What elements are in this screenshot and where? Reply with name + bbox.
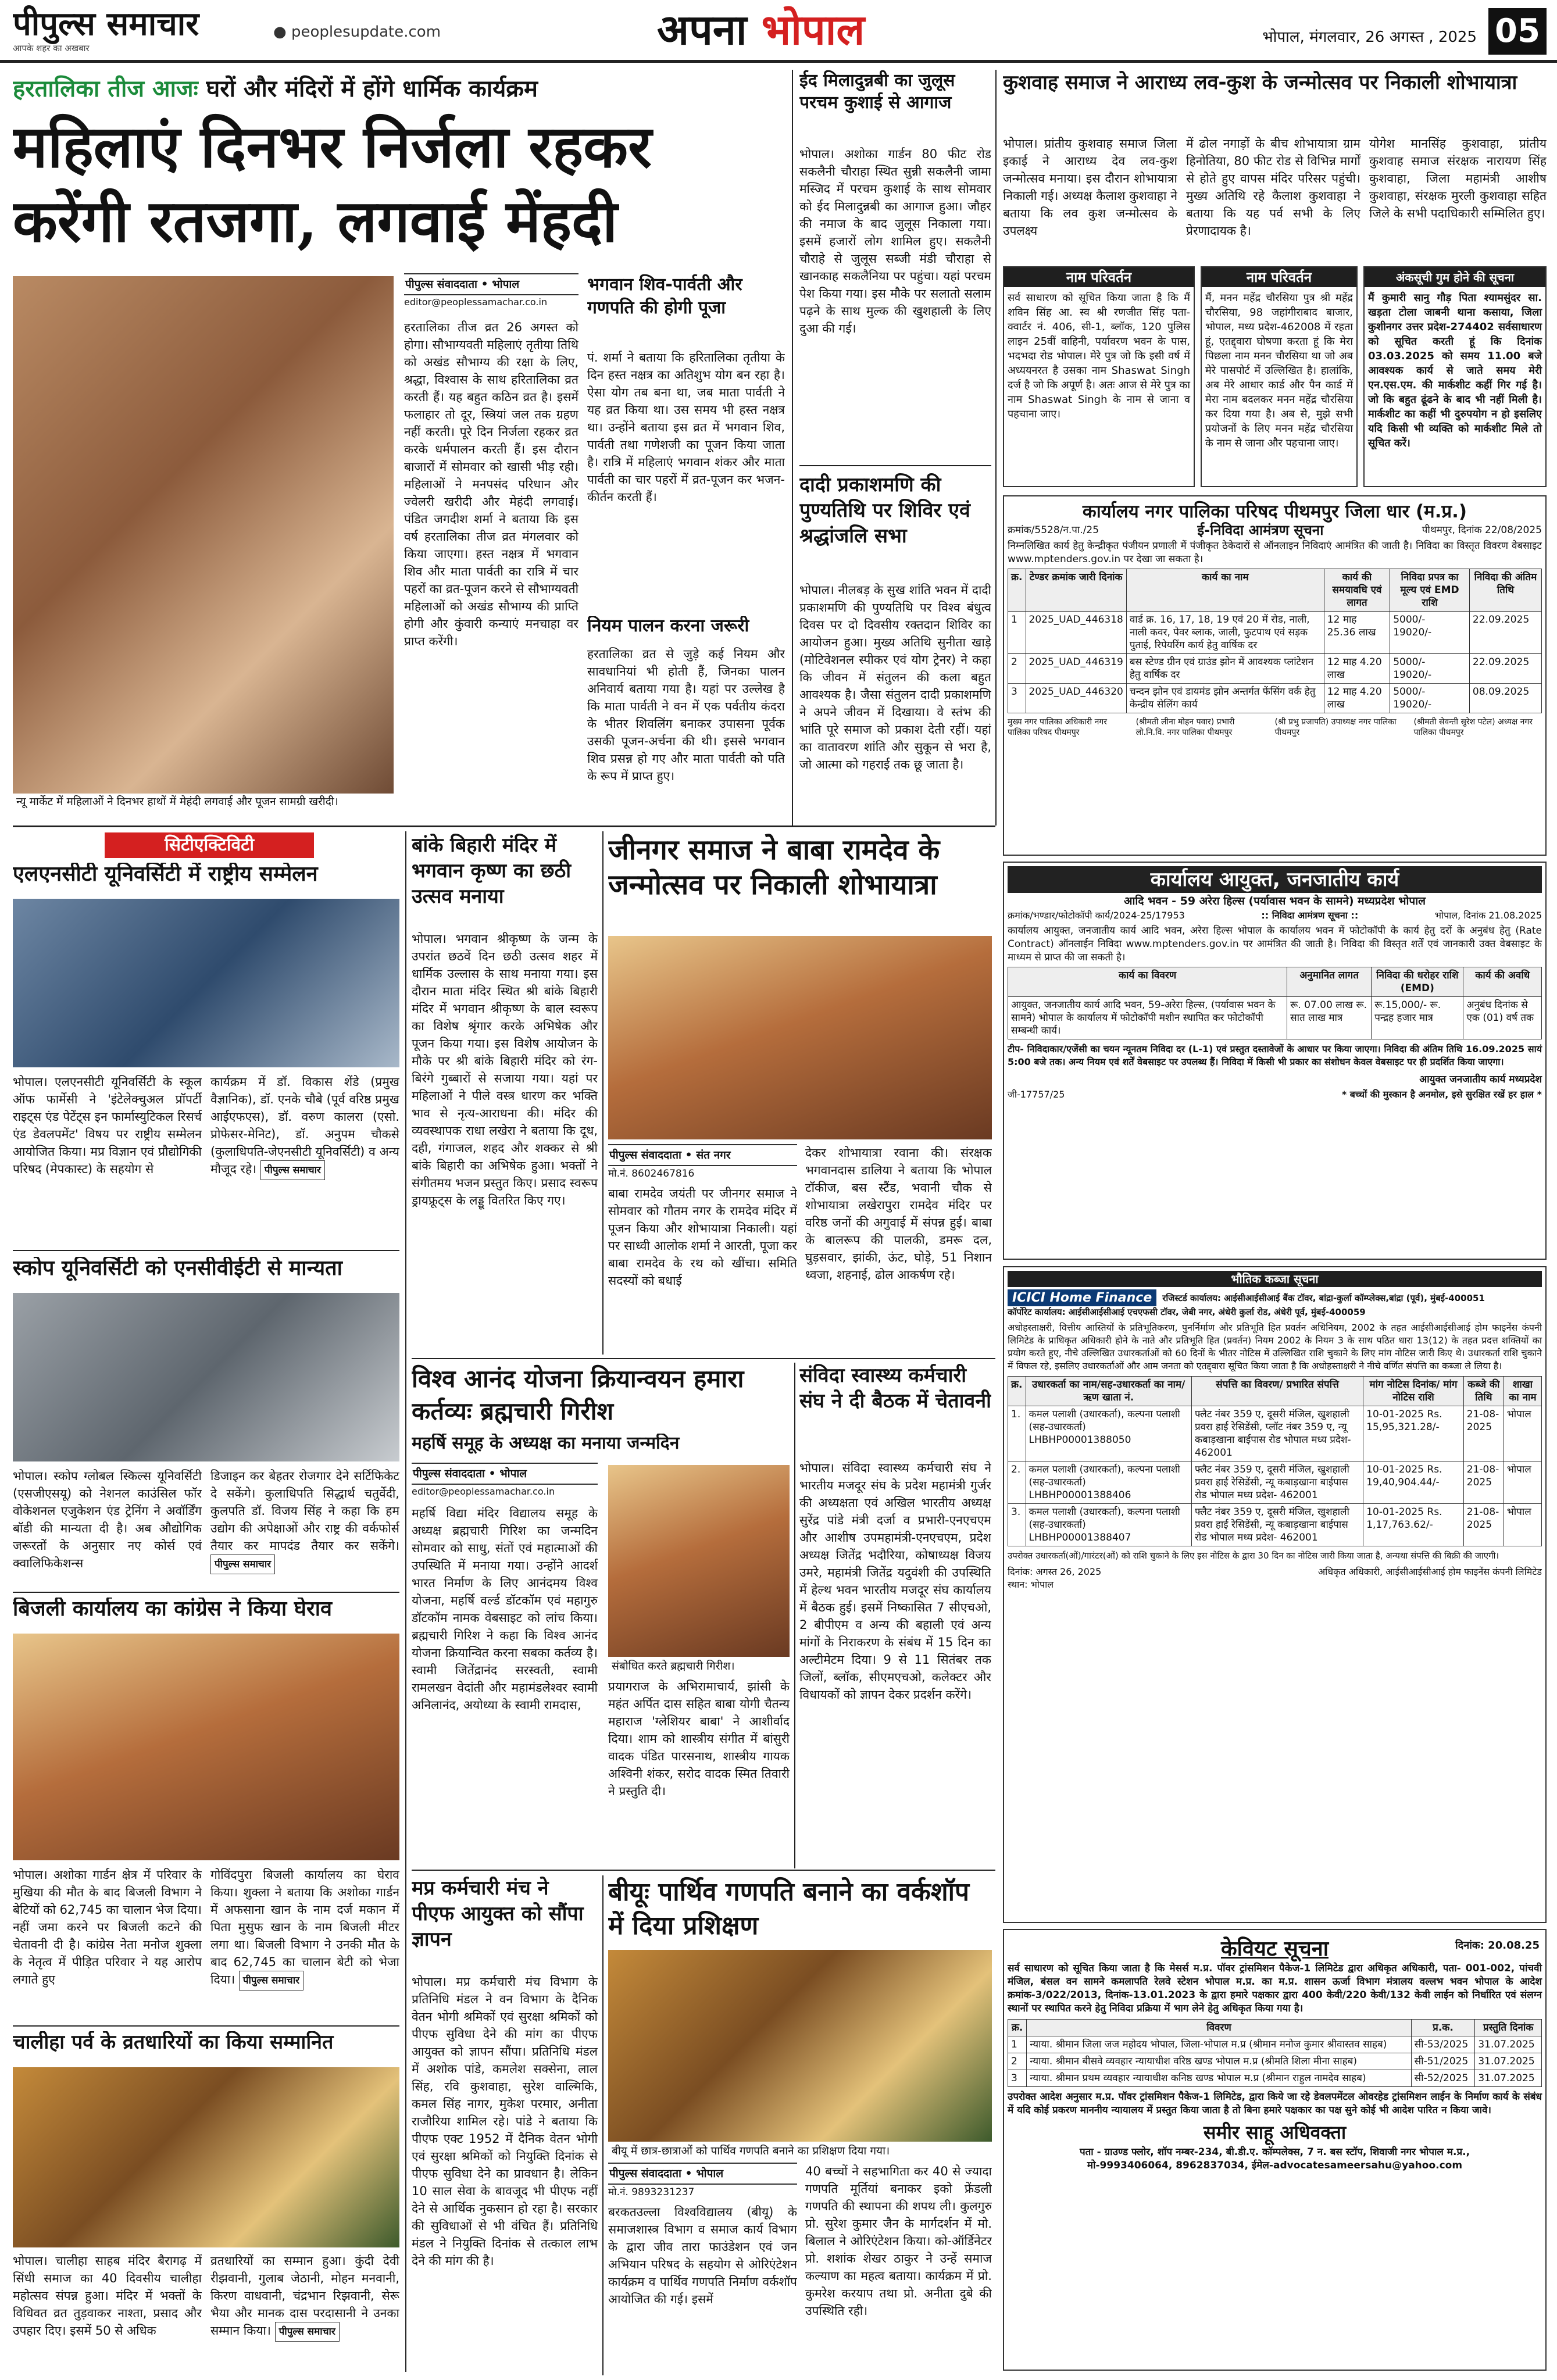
tender1-row (1008, 684, 1542, 713)
tender2-date: भोपाल, दिनांक 21.08.2025 (1434, 910, 1542, 921)
teej-email[interactable]: editor@peoplessamachar.co.in (404, 296, 548, 308)
biu-col2: 40 बच्चों ने सहभागिता कर 40 से ज्यादा गणपति मूर्तियां बनाकर इको फ्रेंडली गणपति की स्थापना की शपथ ली। कुलगुरु प्रो. सुरेश कुमार जैन के मार्गदर्शन में मो. बिलाल ने ओरिएंटेशन किया। को-ऑर्डिनेटर प्रो. शशांक शेखर ठाकुर ने उन्हें समाज कल्याण का महत्व बताया। कार्यक्रम में प्रो. कुमरेश करयाप तथा प्रो. अनीता दुबे की उपस्थिति रही। (805, 2164, 992, 2318)
teej-sub1: भगवान शिव-पार्वती और गणपति की होगी पूजा (587, 274, 742, 318)
caveat-foot: उपरोक्त आदेश अनुसार म.प्र. पॉवर ट्रांसमिशन पैकेज-1 लिमिटेड, द्वारा किये जा रहे डेवलपमेंटल ओवरहेड ट्रांसमिशन लाईन के निर्माण कार्य के संबंध में यदि कोई प्रकरण माननीय न्यायालय में प्रस्तुत किया जाता है तो बिना हमारे पक्षकार का पक्ष सुने कोई भी आदेश पारित न किया जावे। (1008, 2091, 1542, 2116)
jeengar-col1: बाबा रामदेव जयंती पर जीनगर समाज ने सोमवार को गौतम नगर के रामदेव मंदिर में पूजन किया और शोभायात्रा निकाली। यहां पर साध्वी आलोक शर्मा ने आरती, पूजा कर बाबा रामदेव के रथ को खींचा। समिति सदस्यों को बधाई (608, 1187, 797, 1288)
tender2-cell: आयुक्त, जनजातीय कार्य आदि भवन, 59-अरेरा हिल्स, (पर्यावास भवन के सामने) भोपाल के कार्यालय में फोटोकॉपी मशीन स्थापित कर फोटोकॉपी सम्बन्धी कार्य। (1008, 997, 1287, 1039)
icici-header: संपत्ति का विवरण/ प्रभारित संपत्ति (1191, 1377, 1363, 1406)
tender2-cell: रू.15,000/- रू. पन्द्रह हजार मात्र (1372, 997, 1463, 1039)
page-number: 05 (1488, 8, 1547, 55)
teej-headline: महिलाएं दिनभर निर्जला रहकर करेंगी रतजगा, लगवाई मेंहदी (13, 112, 652, 255)
tender2-sub: :: निविदा आमंत्रण सूचना :: (1261, 910, 1359, 921)
chalisa-photo (13, 2067, 399, 2247)
icici-cell: 10-01-2025 Rs. 1,17,763.62/- (1363, 1504, 1464, 1546)
scope-signature: पीपुल्स समाचार (210, 1554, 275, 1574)
caveat-row (1008, 2053, 1542, 2070)
masthead (0, 0, 1557, 63)
caveat-cell: 3 (1008, 2070, 1027, 2087)
paper-name: पीपुल्स समाचार (13, 5, 199, 43)
city-activity-label: सिटीएक्टिविटी (105, 832, 314, 858)
chalisa-signature: पीपुल्स समाचार (275, 2322, 340, 2342)
tender1-cell: 5000/- 19020/- (1390, 654, 1470, 684)
tender1-header: निविदा प्रपत्र का मूल्य एवं EMD राशि (1390, 569, 1470, 612)
icici-brand: ICICI Home Finance (1008, 1289, 1156, 1306)
icici-cell: भोपाल (1504, 1406, 1541, 1461)
icici-cell: 1. (1008, 1406, 1026, 1461)
bijli-headline: बिजली कार्यालय का कांग्रेस ने किया घेराव (13, 1598, 333, 1621)
teej-col1: हरतालिका तीज व्रत 26 अगस्त को होगा। सौभाग्यवती महिलाएं तृतीया तिथि को अखंड सौभाग्य की रक्षा के लिए, श्रद्धा, विश्वास के साथ हरितालिका व्रत करती हैं। यह बहुत कठिन व्रत है। इसमें फलाहार तो दूर, स्त्रियां जल तक ग्रहण नहीं करती। पूरे दिन निर्जला रहकर व्रत करके धर्मपालन करती हैं। इस दौरान बाजारों में सोमवार को खासी भीड़ रही। महिलाओं ने मनपसंद परिधान और ज्वेलरी खरीदी और मेहंदी लगवाई। पंडित जगदीश शर्मा ने बताया कि इस वर्ष हरतालिका तीज व्रत मंगलवार को किया जाएगा। हस्त नक्षत्र में भगवान शिव और माता पार्वती का रात्रि में चार पहरों का व्रत-पूजन करने से सौभाग्यवती महिलाओं को अखंड सौभाग्य की प्राप्ति होगी और कुंवारी कन्याएं मनचाहा वर प्राप्त करेंगी। (404, 320, 578, 648)
samvida-body: भोपाल। संविदा स्वास्थ्य कर्मचारी संघ ने भारतीय मजदूर संघ के प्रदेश महामंत्री गुर्जर की अध्यक्षता एवं अखिल भारतीय अध्यक्ष सुरेंद्र पांडे मंत्री दर्जा व प्रभारी-एनएचएम और आशीष उपमहामंत्री-एनएचएम, प्रदेश अध्यक्ष जितेंद्र भदौरिया, कोषाध्यक्ष विजय उमरे, महामंत्री जितेंद्र यदुवंशी की उपस्थिति में हेल्थ भवन भारतीय मजदूर संघ कार्यालय में बैठक हुई। इसमें निष्कासित 7 सीएचओ, 2 बीपीएम व अन्य की बहाली एवं अन्य मांगों के निराकरण के संबंध में 15 दिन का अल्टीमेटम दिया। 9 से 11 सितंबर तक जिलों, ब्लॉक, सीएमएचओ, कलेक्टर और विधायकों को ज्ञापन देकर प्रदर्शन करेंगे। (799, 1461, 991, 1702)
tender1-cell: 2025_UAD_446319 (1026, 654, 1126, 684)
tender1-cell: 1 (1008, 612, 1026, 654)
vishwa-email[interactable]: editor@peoplessamachar.co.in (412, 1486, 555, 1497)
kushwah-col3: योगेश मानसिंह कुशवाहा, प्रांतीय कुशवाह समाज संरक्षक नारायण सिंह कुशवाहा, जिला महामंत्री आशीष कुशवाहा, संरक्षक मुरली कुशवाहा सहित जिले के सभी पदाधिकारी सम्मिलित हुए। (1369, 137, 1547, 220)
icici-cell: कमल पलाशी (उधारकर्ता), कल्पना पलाशी (सह-उधारकर्ता) LHBHP00001388050 (1026, 1406, 1191, 1461)
caveat-row (1008, 2036, 1542, 2053)
biu-headline: बीयूः पार्थिव गणपति बनाने का वर्कशॉप में दिया प्रशिक्षण (608, 1877, 970, 1941)
paper-tagline: आपके शहर का अखबार (13, 43, 90, 53)
jeengar-photo (608, 936, 992, 1139)
tender1-header: निविदा की अंतिम तिथि (1469, 569, 1541, 612)
tender2-footer: जी-17757/25 (1008, 1089, 1065, 1100)
tender-pithampur (1003, 495, 1547, 856)
teej-sub2: नियम पालन करना जरूरी (587, 616, 749, 636)
icici-header: कब्जे की तिथि (1463, 1377, 1504, 1406)
tender1-table (1008, 569, 1542, 713)
paper-logo (13, 5, 245, 56)
caveat-adv-contact[interactable]: मो-9993406064, 8962837034, ईमेल-advocatesameersahu@yahoo.com (1087, 2160, 1463, 2171)
icici-header: शाखा का नाम (1504, 1377, 1541, 1406)
jeengar-byline: पीपुल्स संवाददाता • संत नगर मो.नं. 8602467816 (608, 1144, 797, 1182)
name-change-title-1: नाम परिवर्तन (1004, 267, 1194, 287)
tender1-header: क्र. (1008, 569, 1026, 612)
biu-phone: मो.नं. 9893231237 (608, 2186, 695, 2198)
tender2-title: कार्यालय आयुक्त, जनजातीय कार्य (1008, 866, 1542, 893)
tender1-ref: क्रमांक/5528/न.पा./25 (1008, 524, 1099, 536)
dadi-headline: दादी प्रकाशमणि की पुण्यतिथि पर शिविर एवं श्रद्धांजलि सभा (799, 473, 970, 548)
tender2-slogan: * बच्चों की मुस्कान है अनमोल, इसे सुरक्षित रखें हर हाल * (1341, 1089, 1542, 1100)
tender2-address: आदि भवन - 59 अरेरा हिल्स (पर्यावास भवन के सामने) मध्यप्रदेश भोपाल (1124, 895, 1426, 907)
kushwah-headline: कुशवाह समाज ने आराध्य लव-कुश के जन्मोत्सव पर निकाली शोभायात्रा (1003, 71, 1517, 94)
icici-address2: कॉर्पोरेट कार्यालय: आईसीआईसीआई एचएफसी टॉवर, जेबी नगर, अंधेरी कुर्ला रोड, अंधेरी पूर्व, मुंबई-400059 (1008, 1307, 1366, 1317)
tender1-cell: 3 (1008, 684, 1026, 713)
tender1-cell: 2025_UAD_446320 (1026, 684, 1126, 713)
lnct-photo (13, 899, 399, 1067)
dateline: भोपाल, मंगलवार, 26 अगस्त , 2025 (1262, 28, 1477, 46)
icici-header: मांग नोटिस दिनांक/ मांग नोटिस राशि (1363, 1377, 1464, 1406)
name-change-title-2: नाम परिवर्तन (1202, 267, 1356, 287)
biu-photo (608, 1950, 992, 2142)
chalisa-col1: भोपाल। चालीहा साहब मंदिर बैरागढ़ में सिंधी समाज का 40 दिवसीय चालीहा महोत्सव संपन्न हुआ। मंदिर में भक्तों के विधिवत व्रत तुड़वाकर नाश्ता, प्रसाद और उपहार दिए। इसमें 50 से अधिक (13, 2254, 202, 2338)
caveat-date: दिनांक: 20.08.25 (1455, 1939, 1540, 1952)
tender1-cell: 12 माह 4.20 लाख (1324, 684, 1390, 713)
icici-cell: भोपाल (1504, 1461, 1541, 1504)
missing-notice-body: मैं कुमारी सानु गौड़ पिता श्यामसुंदर सा. खड़ता टोला जाबनी थाना कसाया, जिला कुशीनगर उत्तर प्रदेश-274402 सर्वसाधारण को सूचित करती हूं कि दिनांक 03.03.2025 को समय 11.00 बजे आवश्यक कार्य से जाते समय मेरी एन.एस.एम. की मार्कशीट कहीं गिर गई है। जो कि बहुत ढूंढने के बाद भी नहीं मिली है। मार्कशीट का कहीं भी दुरुपयोग न हो इसलिए यदि किसी भी व्यक्ति को मार्कशीट मिले तो सूचित करें। (1368, 292, 1542, 449)
icici-cell: फ्लैट नंबर 359 ए, दूसरी मंजिल, खुशहाली प्रवरा हाई रेसिडेंसी, प्लॉट नंबर 359 ए, न्यू कबाड़खाना बाईपास रोड भोपाल मध्य प्रदेश- 462001 (1191, 1406, 1363, 1461)
icici-row (1008, 1461, 1542, 1504)
teej-caption: न्यू मार्केट में महिलाओं ने दिनभर हाथों में मेहंदी लगवाई और पूजन सामग्री खरीदी। (13, 794, 394, 821)
icici-cell: 21-08-2025 (1463, 1504, 1504, 1546)
biu-caption: बीयू में छात्र-छात्राओं को पार्थिव गणपति बनाने का प्रशिक्षण दिया गया। (608, 2143, 992, 2159)
tender1-cell: 5000/- 19020/- (1390, 684, 1470, 713)
caveat-header: प्र.क. (1411, 2020, 1475, 2036)
tender1-date: पीथमपुर, दिनांक 22/08/2025 (1422, 524, 1542, 536)
icici-cell: फ्लैट नंबर 359 ए, दूसरी मंजिल, खुशहाली प्रवरा हाई रेसिडेंसी, न्यू कबाड़खाना बाईपास रोड भोपाल मध्य प्रदेश- 462001 (1191, 1504, 1363, 1546)
biu-byline: पीपुल्स संवाददाता • भोपाल मो.नं. 9893231237 (608, 2163, 797, 2201)
vishwa-caption: संबोधित करते ब्रह्मचारी गिरीश। (608, 1658, 790, 1674)
icici-cell: कमल पलाशी (उधारकर्ता), कल्पना पलाशी (सह-उधारकर्ता) LHBHP00001388407 (1026, 1504, 1191, 1546)
tender1-cell: 2025_UAD_446318 (1026, 612, 1126, 654)
tender1-sig4: (श्रीमती सेवन्ती सुरेश पटेल) अध्यक्ष नगर पालिका पीथमपुर (1413, 717, 1533, 737)
section-title-b: भोपाल (761, 5, 865, 54)
tender1-cell: 12 माह 25.36 लाख (1324, 612, 1390, 654)
scope-photo (13, 1293, 399, 1461)
biu-col1: बरकतउल्ला विश्वविद्यालय (बीयू) के समाजशास्त्र विभाग व समाज कार्य विभाग के द्वारा जीव तारा फाउंडेशन एवं जन अभियान परिषद के सहयोग से ओरिएंटेशन कार्यक्रम व पार्थिव गणपति निर्माण वर्कशॉप आयोजित की गई। इसमें (608, 2205, 797, 2306)
tender2-header: कार्य की अवधि (1463, 967, 1542, 997)
tender1-cell: 22.09.2025 (1469, 654, 1541, 684)
scope-col2: डिजाइन कर बेहतर रोजगार देने सर्टिफिकेट दे सकेंगे। कुलाधिपति सिद्धार्थ चतुर्वेदी, कुलपति डॉ. विजय सिंह ने कहा कि हम उद्योग की अपेक्षाओं और राष्ट्र की वर्कफोर्स तैयार कर मापदंड तैयार कर सकेंगे। पीपुल्स समाचार (210, 1467, 399, 1589)
caveat-title: केवियट सूचना (1220, 1937, 1329, 1961)
caveat-adv-address: पता - ग्राउण्ड फ्लोर, शॉप नम्बर-234, बी.डी.ए. कॉम्पलेक्स, 7 न. बस स्टॉप, शिवाजी नगर भोपाल म.प्र., (1079, 2146, 1470, 2158)
tender1-row (1008, 612, 1542, 654)
vishwa-headline: विश्व आनंद योजना क्रियान्वयन हमारा कर्तव्यः ब्रह्मचारी गिरीश (412, 1364, 744, 1425)
tender1-cell: चन्दन झोन एवं डायमंड झोन अन्तर्गत फेंसिंग वर्क हेतु केन्द्रीय सेलिंग कार्य (1126, 684, 1324, 713)
tender2-table (1008, 967, 1542, 1039)
mpkarmachari-body: भोपाल। मप्र कर्मचारी मंच विभाग के प्रतिनिधि मंडल ने वन विभाग के दैनिक वेतन भोगी श्रमिकों एवं सुरक्षा श्रमिकों को पीएफ सुविधा देने की मांग का पीएफ आयुक्त को ज्ञापन सौंपा। प्रतिनिधि मंडल में अशोक पांडे, कमलेश सक्सेना, लाल सिंह, रवि कुशवाहा, सुरेश वाल्मिकि, कमल सिंह नागर, मुकेश परमार, अनीता राजौरिया शामिल रहे। पांडे ने बताया कि पीएफ एक्ट 1952 में दैनिक वेतन भोगी एवं सुरक्षा श्रमिकों को नियुक्ति दिनांक से पीएफ सुविधा देने का प्रावधान है। लेकिन 10 साल सेवा के बावजूद भी पीएफ नहीं देने से आर्थिक नुकसान हो रहा है। सरकार की सुविधाओं से भी वंचित हैं। प्रतिनिधि मंडल ने नियुक्ति दिनांक से तत्काल लाभ देने की मांग की है। (412, 1975, 598, 2268)
bijli-col1: भोपाल। अशोका गार्डन क्षेत्र में परिवार के मुखिया की मौत के बाद बिजली विभाग ने बेटियों को 62,745 का चालान भेज दिया। नहीं जमा करने पर बिजली कटने की चेतावनी दी है। कांग्रेस नेता मनोज शुक्ला के नेतृत्व में पीड़ित परिवार ने यह आरोप लगाते हुए (13, 1868, 202, 1986)
tender2-sign: आयुक्त जनजातीय कार्य मध्यप्रदेश (1419, 1074, 1542, 1085)
caveat-table (1008, 2019, 1542, 2087)
icici-table (1008, 1376, 1542, 1546)
tender1-cell: 2 (1008, 654, 1026, 684)
icici-row (1008, 1504, 1542, 1546)
icici-possession-notice (1003, 1266, 1547, 1923)
name-change-box-1 (1003, 266, 1195, 487)
icici-cell: 3. (1008, 1504, 1026, 1546)
banke-headline: बांके बिहारी मंदिर में भगवान कृष्ण का छठी उत्सव मनाया (412, 834, 572, 908)
tender1-intro: निम्नलिखित कार्य हेतु केन्द्रीकृत पंजीयन प्रणाली में पंजीकृत ठेकेदारों से ऑनलाइन निविदाएं आमंत्रित की जाती है। निविदा का विस्तृत विवरण वेबसाइट www.mptenders.gov.in पर देखा जा सकता है। (1008, 540, 1542, 565)
tender1-cell: वार्ड क्र. 16, 17, 18, 19 एवं 20 में रोड, नाली, नाली कवर, पेवर ब्लाक, जाली, फुटपाथ एवं सड़क पुताई, रिपेयरिंग कार्य हेतु वार्षिक दर (1126, 612, 1324, 654)
tender1-cell: 22.09.2025 (1469, 612, 1541, 654)
tender1-cell: 12 माह 4.20 लाख (1324, 654, 1390, 684)
tender2-notes: टीप- निविदाकार/एजेंसी का चयन न्यूनतम निविदा दर (L-1) एवं प्रस्तुत दस्तावेजों के आधार पर किया जाएगा। निविदा की अंतिम तिथि 16.09.2025 सायं 5:00 बजे तक। अन्य नियम एवं शर्तें वेबसाइट पर उपलब्ध हैं। निविदा में किसी भी प्रकार का संशोधन केवल वेबसाइट पर ही प्रदर्शित किया जाएगा। (1008, 1044, 1542, 1067)
scope-col1: भोपाल। स्कोप ग्लोबल स्किल्स यूनिवर्सिटी (एसजीएसयू) को नेशनल काउंसिल फॉर वोकेशनल एजुकेशन एंड ट्रेनिंग ने अवॉर्डिंग बॉडी की मान्यता दी है। अब औद्योगिक जरूरतों के अनुसार नए कोर्स एवं क्वालिफिकेशन्स (13, 1469, 202, 1570)
tender1-cell: 5000/- 19020/- (1390, 612, 1470, 654)
tender2-intro: कार्यालय आयुक्त, जनजातीय कार्य आदि भवन, अरेरा हिल्स भोपाल के कार्यालय भवन में फोटोकॉपी के कार्य हेतु दरों के अनुबंध हेतु (Rate Contract) ऑनलाईन निविदा www.mptenders.gov.in पर आमंत्रित की जाती है। निविदा की विस्तृत शर्तें एवं जानकारी उक्त वेबसाइट के माध्यम से प्राप्त की जा सकती है। (1008, 925, 1542, 963)
lnct-col2: कार्यक्रम में डॉ. विकास शेंडे (प्रमुख वैज्ञानिक), डॉ. एनके चौबे (पूर्व वरिष्ठ प्रमुख आईएफएस), डॉ. वरुण कालरा (एसो. प्रोफेसर-मेनिट), डॉ. अनुपम चौकसे (कुलाधिपति-जेएनसीटी यूनिवर्सिटी) व अन्य मौजूद रहे। पीपुल्स समाचार (210, 1073, 399, 1248)
eid-body: भोपाल। अशोका गार्डन 80 फीट रोड सकलैनी चौराहा स्थित सुन्नी सकलैनी जामा मस्जिद में परचम कुशाई के साथ सोमवार को ईद मिलादुन्नबी का आगाज हुआ। जौहर की नमाज के बाद जुलूस निकाला गया। इसमें हजारों लोग शामिल हुए। सकलैनी चौराहे से जुलूस सब्जी मंडी चौराहा से खानकाह सकलैनिया पर पहुंचा। यहां परचम पेश किया गया। इस मौके पर सलातो सलाम पढ़ने के साथ मुल्क की खुशहाली के लिए दुआ की गई। (799, 147, 991, 335)
name-change-body-1: सर्व साधारण को सूचित किया जाता है कि मैं शविन सिंह आ. स्व श्री रणजीत सिंह पता- क्वार्टर नं. 406, सी-1, ब्लॉक, 120 पुलिस लाइन 25वीं वाहिनी, पर्यावरण भवन के पास, भदभदा रोड भोपाल। मेरे पुत्र जो कि इसी वर्ष में अध्ययनरत है उसका नाम Shaswat Singh दर्ज है जो कि अपूर्ण है। अतः आज से मेरे पुत्र का नाम Shaswat Singh के नाम से जाना व पहचाना जाए। (1008, 292, 1190, 420)
tender2-cell: अनुबंध दिनांक से एक (01) वर्ष तक (1463, 997, 1542, 1039)
caveat-header: क्र. (1008, 2020, 1027, 2036)
vishwa-body2: प्रयागराज के अभिरामाचार्य, झांसी के महंत अर्पित दास सहित बाबा योगी चैतन्य महाराज 'ग्लेशियर बाबा' ने आशीर्वाद दिया। शाम को शास्त्रीय संगीत में बांसुरी वादक पंडित पारसनाथ, शास्त्रीय गायक अश्विनी शंकर, सरोद वादक स्मित तिवारी ने प्रस्तुति दी। (608, 1679, 790, 1798)
bijli-col2: गोविंदपुरा बिजली कार्यालय का घेराव किया। शुक्ला ने बताया कि अशोका गार्डन में अफसाना खान के नाम दर्ज मकान में पिता मुसुफ खान के नाम बिजली मीटर लगा था। बिजली विभाग ने उनकी मौत के बाद 62,745 का चालान बेटी को भेजा दिया। पीपुल्स समाचार (210, 1866, 399, 2023)
caveat-cell: न्याया. श्रीमान बीसवे व्यवहार न्यायाधीश वरिष्ठ खण्ड भोपाल म.प्र (श्रीमति शिला मीना साहब) (1027, 2053, 1411, 2070)
bijli-signature: पीपुल्स समाचार (239, 1971, 303, 1991)
caveat-cell: सी-52/2025 (1411, 2070, 1475, 2087)
missing-notice-title: अंकसूची गुम होने की सूचना (1365, 267, 1545, 287)
icici-cell: कमल पलाशी (उधारकर्ता), कल्पना पलाशी (सह-उधारकर्ता) LHBHP00001388406 (1026, 1461, 1191, 1504)
kushwah-col2: में ढोल नगाड़ों के बीच शोभायात्रा ग्राम हिनोतिया, 80 फीट रोड से विभिन्न मार्गों से होते हुए वापस मंदिर परिसर पहुंची। मुख्य अतिथि रहे कैलाश कुशवाहा ने बताया कि यह पर्व सभी के लिए प्रेरणादायक है। (1186, 137, 1360, 238)
tender1-header: टेण्डर क्रमांक जारी दिनांक (1026, 569, 1126, 612)
eid-headline: ईद मिलादुन्नबी का जुलूस परचम कुशाई से आगाज (799, 70, 955, 113)
tender1-sig1: मुख्य नगर पालिका अधिकारी नगर पालिका परिषद पीथमपुर (1008, 717, 1107, 737)
caveat-notice (1003, 1929, 1547, 2371)
tender2-ref: क्रमांक/भण्डार/फोटोकॉपी कार्य/2024-25/17953 (1008, 910, 1185, 921)
icici-place: स्थान: भोपाल (1008, 1579, 1054, 1590)
caveat-cell: 31.07.2025 (1475, 2053, 1542, 2070)
caveat-advocate: समीर साहू अधिवक्ता (1203, 2121, 1347, 2143)
caveat-cell: 2 (1008, 2053, 1027, 2070)
caveat-cell: सी-53/2025 (1411, 2036, 1475, 2053)
vishwa-byline: पीपुल्स संवाददाता • भोपाल editor@peoplessamachar.co.in (412, 1463, 598, 1501)
tender2-cell: रू. 07.00 लाख रू. सात लाख मात्र (1287, 997, 1372, 1039)
icici-header: उधारकर्ता का नाम/सह-उधारकर्ता का नाम/ऋण खाता नं. (1026, 1377, 1191, 1406)
tender2-header: कार्य का विवरण (1008, 967, 1287, 997)
tender2-row (1008, 997, 1542, 1039)
kushwah-col1: भोपाल। प्रांतीय कुशवाह समाज जिला इकाई ने आराध्य देव लव-कुश जन्मोत्सव मनाया। इस दौरान शोभायात्रा निकाली गई। अध्यक्ष कैलाश कुशवाहा ने बताया कि लव कुश जन्मोत्सव के उपलक्ष्य (1003, 137, 1177, 238)
mpkarmachari-headline: मप्र कर्मचारी मंच ने पीएफ आयुक्त को सौंपा ज्ञापन (412, 1877, 584, 1951)
section-title (657, 3, 959, 56)
icici-cell: भोपाल (1504, 1504, 1541, 1546)
tender2-header: अनुमानित लागत (1287, 967, 1372, 997)
teej-col3: हरतालिका व्रत से जुड़े कई नियम और सावधानियां भी होती हैं, जिनका पालन अनिवार्य बताया गया है। यहां पर उल्लेख है कि माता पार्वती ने वन में एक पर्वतीय कंदरा के भीतर शिवलिंग बनाकर उपासना पूर्वक उसकी पूजन-अर्चना की थी। इससे भगवान शिव प्रसन्न हो गए और माता पार्वती को पति के रूप में प्राप्त हुए। (587, 647, 785, 783)
tender1-row (1008, 654, 1542, 684)
teej-photo (13, 276, 394, 794)
caveat-cell: 1 (1008, 2036, 1027, 2053)
icici-title: भौतिक कब्जा सूचना (1008, 1271, 1542, 1287)
jeengar-headline: जीनगर समाज ने बाबा रामदेव के जन्मोत्सव पर निकाली शोभायात्रा (608, 834, 940, 901)
caveat-cell: 31.07.2025 (1475, 2070, 1542, 2087)
teej-byline: पीपुल्स संवाददाता • भोपाल editor@peoplessamachar.co.in (404, 273, 578, 314)
tender1-cell: 08.09.2025 (1469, 684, 1541, 713)
lnct-signature: पीपुल्स समाचार (260, 1160, 325, 1180)
chalisa-headline: चालीहा पर्व के व्रतधारियों का किया सम्मानित (13, 2031, 334, 2054)
caveat-body: सर्व साधारण को सूचित किया जाता है कि मेसर्स म.प्र. पॉवर ट्रांसमिशन पैकेज-1 लिमिटेड द्वारा अधिकृत अधिकारी, पता- 001-002, पांचवी मंजिल, बंसल वन सामने कमलापति रेलवे स्टेशन भोपाल म.प्र. का म.प्र. शासन ऊर्जा विभाग मंत्रालय वल्लभ भवन भोपाल के आदेश क्रमांक-3/022/2013, दिनांक-13.01.2023 के द्वारा हमारे पक्षकार द्वारा 400 केवी/220 केवी/132 केवी लाईन को निर्धारित एवं संलग्न स्थानों पर स्थापित करने हेतु निविदा प्रक्रिया में भाग लेने हेतु अधिकृत किया गया है। (1008, 1963, 1542, 2014)
caveat-header: प्रस्तुति दिनांक (1475, 2020, 1542, 2036)
icici-sign: अधिकृत अधिकारी, आईसीआईसीआई होम फाइनेंस कंपनी लिमिटेड (1317, 1566, 1542, 1577)
tender-tribal (1003, 862, 1547, 1260)
tender1-title: कार्यालय नगर पालिका परिषद पीथमपुर जिला धार (म.प्र.) (1082, 501, 1467, 522)
banke-body: भोपाल। भगवान श्रीकृष्ण के जन्म के उपरांत छठवें दिन छठी उत्सव शहर में धार्मिक उल्लास के साथ मनाया गया। इस दौरान माता मंदिर स्थित श्री बांके बिहारी मंदिर में भगवान श्रीकृष्ण के बाल स्वरूप का विशेष श्रृंगार करके अभिषेक और पूजन किया गया। इस विशेष आयोजन के मौके पर श्री बांके बिहारी मंदिर को रंग-बिरंगे गुब्बारों से सजाया गया। यहां पर महिलाओं ने पीले वस्त्र धारण कर भक्ति भाव से नृत्य-आराधना की। मंदिर की व्यवस्थापक राधा लखेरा ने बताया कि दूध, दही, गंगाजल, शहद और शक्कर से श्री बांके बिहारी का अभिषेक हुआ। भक्तों ने संगीतमय भजन प्रस्तुत किए। प्रसाद स्वरूप ड्रायफ्रूट्स के लड्डू वितरित किए गए। (412, 932, 598, 1207)
icici-cell: 10-01-2025 Rs. 19,40,904.44/- (1363, 1461, 1464, 1504)
vishwa-body: महर्षि विद्या मंदिर विद्यालय समूह के अध्यक्ष ब्रह्मचारी गिरिश का जन्मदिन सोमवार को साधु, संतों एवं महात्माओं की उपस्थिति में मनाया गया। उन्होंने आदर्श भारत निर्माण के लिए आनंदमय विश्व योजना, महर्षि वर्ल्ड डॉटकॉम एवं महागुरु डॉटकॉम नामक वेबसाइट को लांच किया। ब्रह्मचारी गिरिश ने कहा कि विश्व आनंद योजना क्रियान्वित करना सबका कर्तव्य है। स्वामी जितेंद्रानंद सरस्वती, स्वामी रामलखन वेदांती और महामंडलेश्वर स्वामी अनिलानंद, अयोध्या के स्वामी रामदास, (412, 1506, 598, 1712)
icici-header: क्र. (1008, 1377, 1026, 1406)
icici-address: रजिस्टर्ड कार्यालय: आईसीआईसीआई बैंक टॉवर, बांद्रा-कुर्ला कॉम्प्लेक्स,बांद्रा (पूर्व), मुंबई-400051 (1162, 1292, 1485, 1303)
icici-cell: 21-08-2025 (1463, 1406, 1504, 1461)
globe-icon: ● (273, 23, 291, 41)
icici-cell: फ्लैट नंबर 359 ए, दूसरी मंजिल, खुशहाली प्रवरा हाई रेसिडेंसी, न्यू कबाड़खाना बाईपास रोड भोपाल मध्य प्रदेश- 462001 (1191, 1461, 1363, 1504)
caveat-cell: सी-51/2025 (1411, 2053, 1475, 2070)
bijli-photo (13, 1634, 399, 1860)
samvida-headline: संविदा स्वास्थ्य कर्मचारी संघ ने दी बैठक में चेतावनी (799, 1364, 991, 1413)
tender2-header: निविदा की धरोहर राशि (EMD) (1372, 967, 1463, 997)
icici-date: दिनांक: अगस्त 26, 2025 (1008, 1566, 1102, 1577)
icici-cell: 2. (1008, 1461, 1026, 1504)
dadi-body: भोपाल। नीलबड़ के सुख शांति भवन में दादी प्रकाशमणि की पुण्यतिथि पर विश्व बंधुत्व दिवस पर दो दिवसीय रक्तदान शिविर का आयोजन हुआ। मुख्य अतिथि सुनीता खाड़े (मोटिवेशनल स्पीकर एवं योग ट्रेनर) ने कहा कि जीवन में संतुलन की कला बहुत आवश्यक है। जैसा संतुलन दादी प्रकाशमणि ने अपने जीवन में दिखाया। वे स्तंभ की भांति पूरे समाज को प्रकाश देती रहीं। यहां का वातावरण शांति और सुकून से भरा है, जो आत्मा को गहराई तक छू जाता है। (799, 583, 991, 771)
icici-cell: 21-08-2025 (1463, 1461, 1504, 1504)
caveat-cell: न्याया. श्रीमान प्रथम व्यवहार न्यायाधीश कनिष्ठ खण्ड भोपाल म.प्र (श्रीमान राहुल नामदेव साहब) (1027, 2070, 1411, 2087)
tender1-sub: ई-निविदा आमंत्रण सूचना (1197, 522, 1324, 538)
section-title-a: अपना (657, 5, 747, 54)
icici-foot: उपरोक्त उधारकर्ता(ओं)/गारंटर(ओं) को राशि चुकाने के लिए इस नोटिस के द्वारा 30 दिन का नोटिस जारी किया जाता है, अन्यथा संपत्ति की बिक्री की जाएगी। (1008, 1550, 1499, 1561)
teej-col2: पं. शर्मा ने बताया कि हरितालिका तृतीया के दिन हस्त नक्षत्र का अतिशुभ योग बन रहा है। ऐसा योग तब बना था, जब माता पार्वती ने यह व्रत किया था। उस समय भी हस्त नक्षत्र था। उन्होंने बताया इस व्रत में भगवान शिव, पार्वती तथा गणेशजी का पूजन किया जाता है। रात्रि में महिलाएं भगवान शंकर और माता पार्वती का चार पहरों में व्रत-पूजन कर भजन-कीर्तन करती हैं। (587, 351, 785, 504)
vishwa-sub: महर्षि समूह के अध्यक्ष का मनाया जन्मदिन (412, 1434, 680, 1453)
lnct-col1: भोपाल। एलएनसीटी यूनिवर्सिटी के स्कूल ऑफ फार्मेसी ने 'इंटेलेक्चुअल प्रॉपर्टी राइट्स एंड पेटेंट्स इन फार्मास्युटिकल रिसर्च एंड डेवलपमेंट' विषय पर राष्ट्रीय सम्मेलन आयोजित किया। मप्र विज्ञान एवं प्रौद्योगिकी परिषद (मेपकास्ट) के सहयोग से (13, 1075, 202, 1176)
tender1-sig3: (श्री प्रभु प्रजापति) उपाध्यक्ष नगर पालिका पीथमपुर (1274, 717, 1397, 737)
missing-notice-box (1363, 266, 1547, 487)
tender1-header: कार्य का नाम (1126, 569, 1324, 612)
lnct-headline: एलएनसीटी यूनिवर्सिटी में राष्ट्रीय सम्मेलन (13, 863, 318, 886)
website[interactable]: ● peoplesupdate.com (273, 23, 441, 41)
caveat-cell: 31.07.2025 (1475, 2036, 1542, 2053)
scope-headline: स्कोप यूनिवर्सिटी को एनसीवीईटी से मान्यता (13, 1257, 342, 1280)
jeengar-phone: मो.नं. 8602467816 (608, 1168, 695, 1180)
caveat-header: विवरण (1027, 2020, 1411, 2036)
teej-kicker: हरतालिका तीज आजः घरों और मंदिरों में होंगे धार्मिक कार्यक्रम (13, 76, 538, 102)
tender1-cell: बस स्टेण्ड ग्रीन एवं ग्राउंड झोन में आवश्यक प्लांटेशन हेतु वार्षिक दर (1126, 654, 1324, 684)
icici-row (1008, 1406, 1542, 1461)
name-change-box-2 (1201, 266, 1358, 487)
icici-body: अधोहस्ताक्षरी, वित्तीय आस्तियों के प्रतिभूतिकरण, पुनर्निर्माण और प्रतिभूति हित प्रवर्तन अधिनियम, 2002 के तहत आईसीआईसीआई होम फाइनेंस कंपनी लिमिटेड के प्राधिकृत अधिकारी होने के नाते और प्रतिभूति हित (प्रवर्तन) नियम 2002 के नियम 3 के साथ पठित धारा 13(12) के तहत प्रदत्त शक्तियों का प्रयोग करते हुए, नीचे उल्लिखित उधारकर्ताओं को 60 दिनों के भीतर नोटिस में उल्लिखित राशि चुकाने के लिए मांग नोटिस जारी किए थे। उधारकर्ता राशि चुकाने में विफल रहे, इसलिए उधारकर्ताओं और आम जनता को एतद्द्वारा सूचित किया जाता है कि अधोहस्ताक्षरी ने नीचे वर्णित संपत्ति का कब्जा ले लिया है। (1008, 1322, 1542, 1371)
icici-cell: 10-01-2025 Rs. 15,95,321.28/- (1363, 1406, 1464, 1461)
tender1-header: कार्य की समयावधि एवं लागत (1324, 569, 1390, 612)
vishwa-photo (608, 1465, 790, 1657)
caveat-row (1008, 2070, 1542, 2087)
caveat-cell: न्याया. श्रीमान जिला जज महोदय भोपाल, जिला-भोपाल म.प्र (श्रीमान मनोज कुमार श्रीवास्तव साहब) (1027, 2036, 1411, 2053)
name-change-body-2: मैं, मनन महेंद्र चौरसिया पुत्र श्री महेंद्र चौरसिया, 98 जहांगीराबाद बाजार, भोपाल, मध्य प्रदेश-462008 में रहता हूं, एतद्द्वारा घोषणा करता हूं कि मेरा पिछला नाम मनन चौरसिया था जो अब मेरे पासपोर्ट में उल्लिखित है। हालांकि, अब मेरे आधार कार्ड और पैन कार्ड में मेरा नाम बदलकर मनन महेंद्र चौरसिया कर दिया गया है। अब से, मुझे सभी प्रयोजनों के लिए मनन महेंद्र चौरसिया के नाम से जाना और पहचाना जाए। (1205, 292, 1353, 449)
tender1-sig2: (श्रीमती लीना मोहन पवार) प्रभारी लो.नि.वि. नगर पालिका पीथमपुर (1135, 717, 1235, 737)
jeengar-col2: देकर शोभायात्रा रवाना की। संरक्षक भगवानदास डालिया ने बताया कि भोपाल टॉकीज, बस स्टैंड, भवानी चौक से शोभायात्रा लखेरापुरा रामदेव मंदिर पर वरिष्ठ जनों की अगुवाई में संपन्न हुई। बाबा के बालरूप की पालकी, डमरू दल, घुड़सवार, झांकी, ऊंट, घोड़े, 51 निशान ध्वजा, शहनाई, ढोल आकर्षण रहे। (805, 1146, 992, 1282)
chalisa-col2: व्रतधारियों का सम्मान हुआ। कुंदी देवी रीझवानी, गुलाब जेठानी, मोहन मनवानी, किरण वाधवानी, चंद्रभान रिझवानी, सेरू भैया और मानक दास परदासानी ने उनका सम्मान किया। पीपुल्स समाचार (210, 2252, 399, 2374)
